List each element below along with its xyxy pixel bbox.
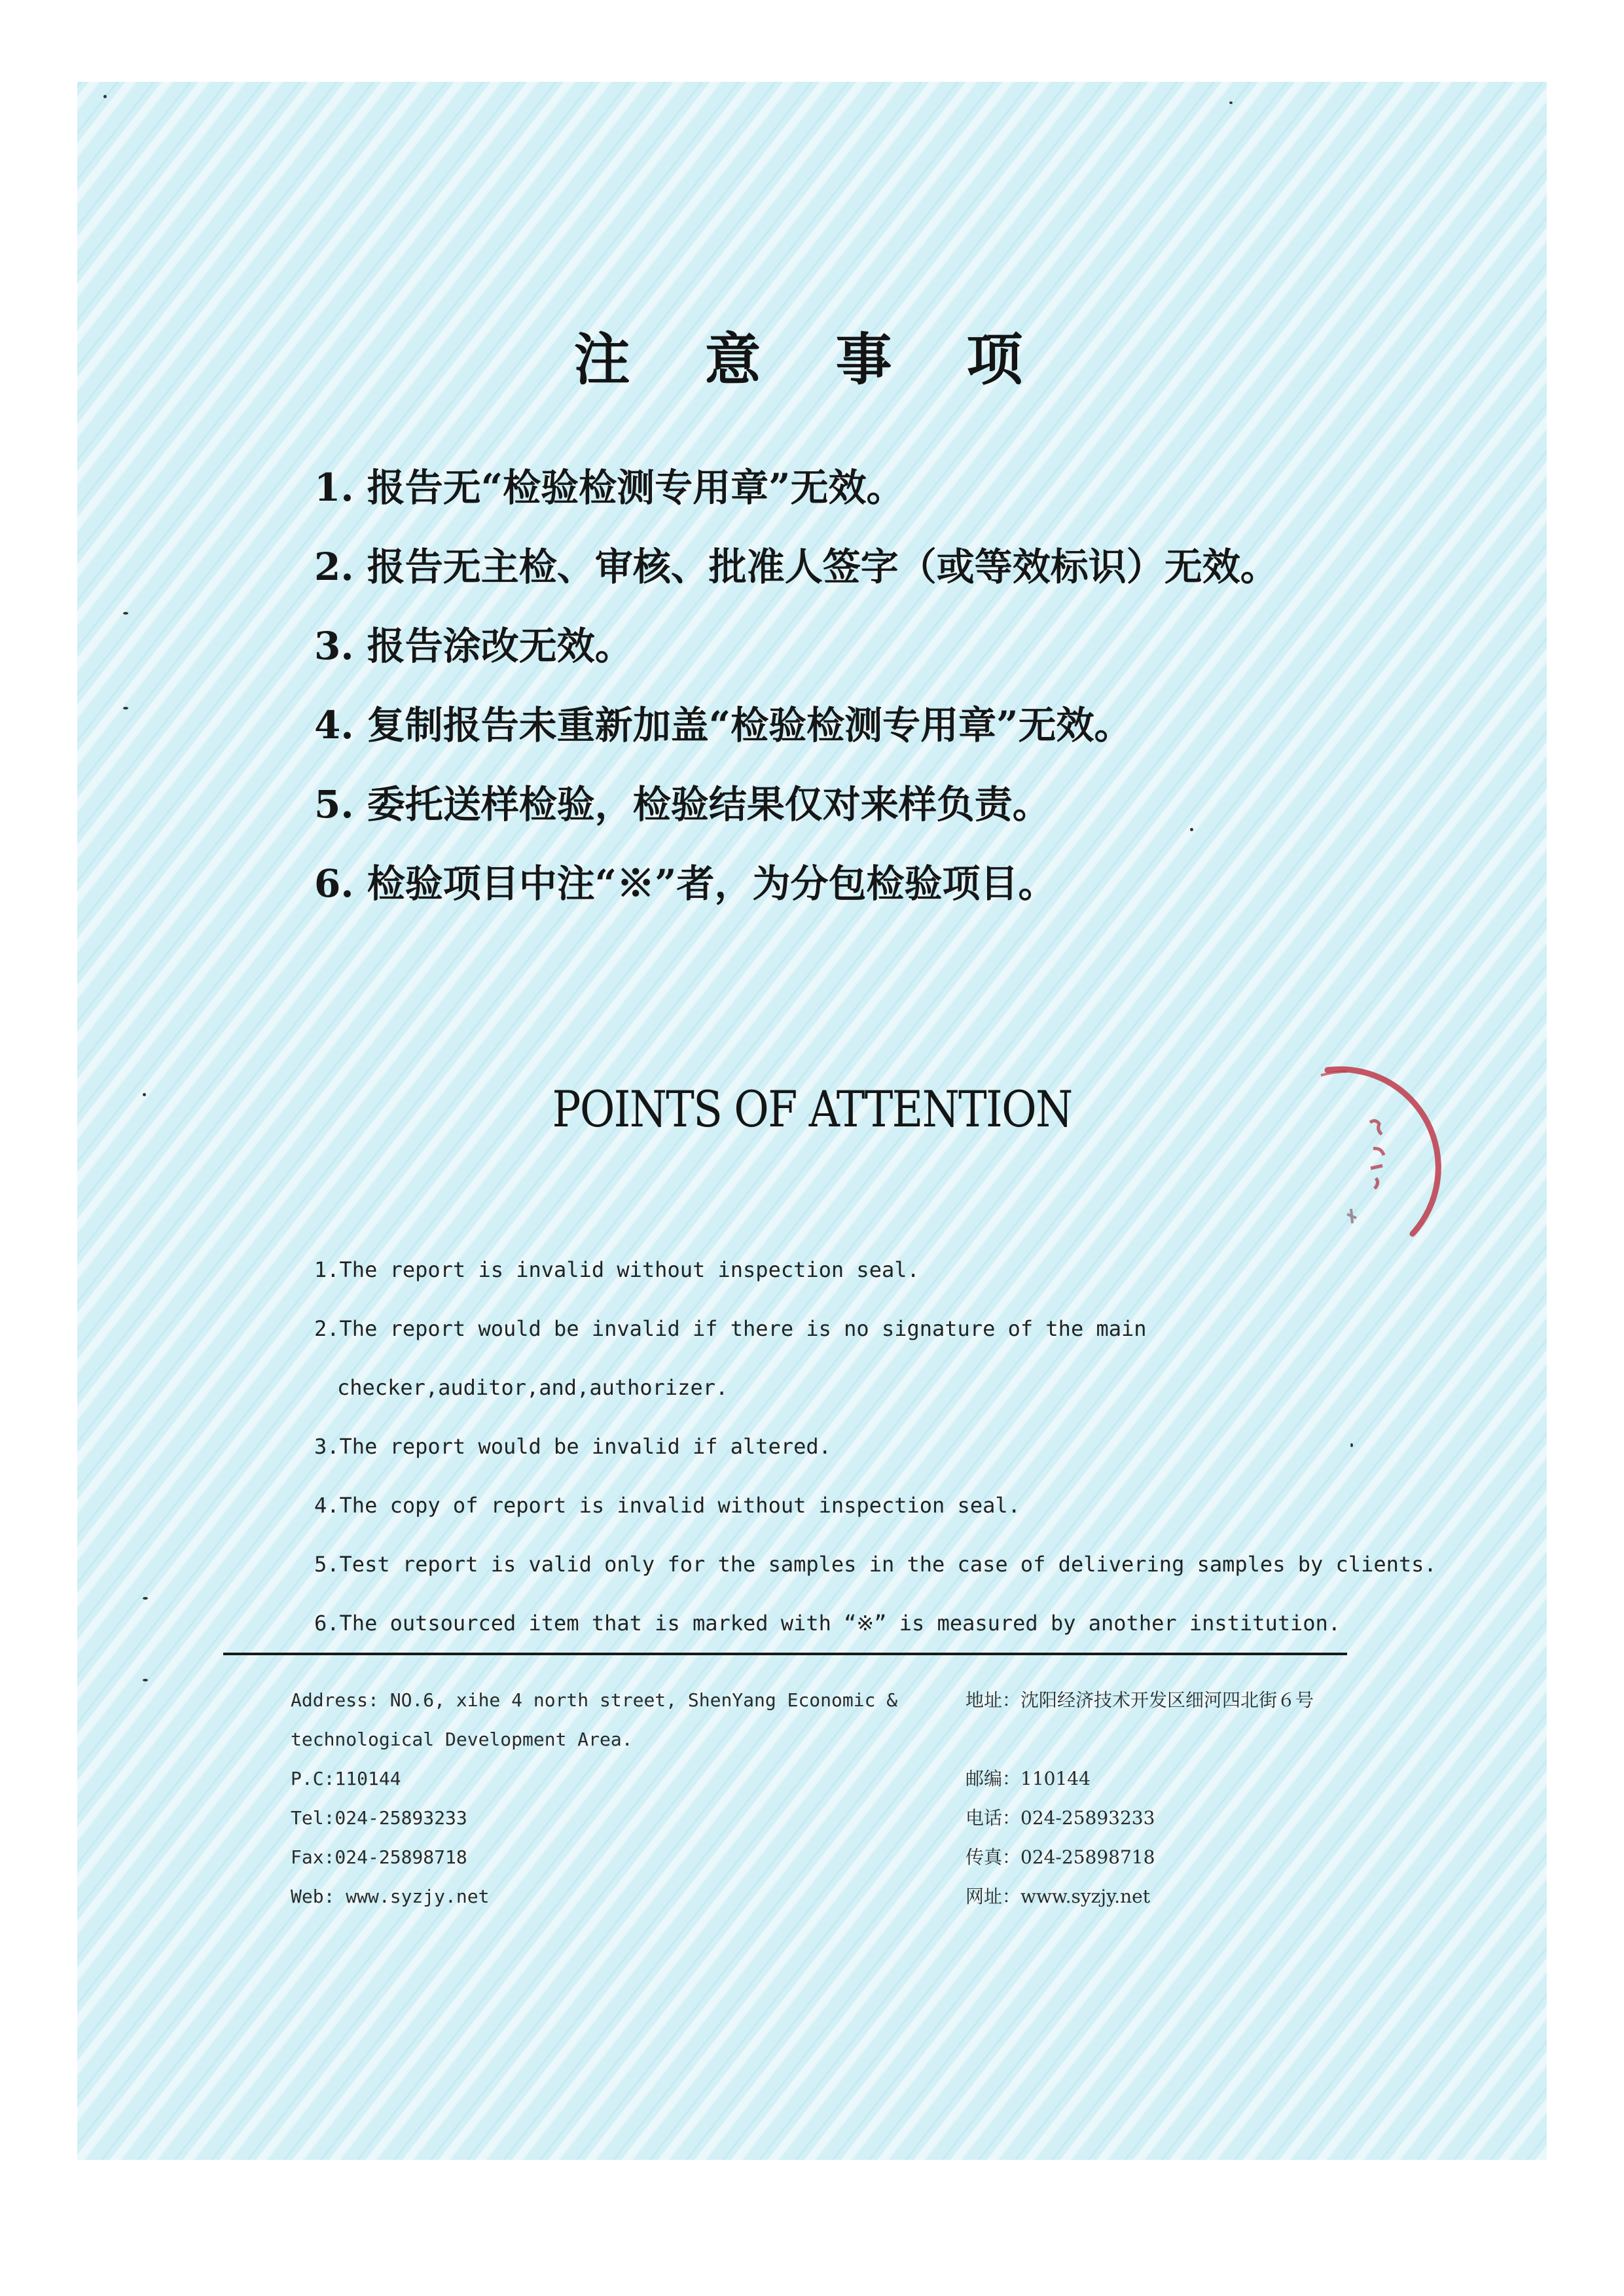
footer-fax: Fax:024-25898718 (291, 1846, 467, 1868)
scan-speck (1229, 101, 1233, 104)
footer-spacer (965, 1720, 1314, 1759)
notice-item-en-continuation: checker,auditor,and,authorizer. (337, 1375, 729, 1400)
footer-fax-cn: 传真：024-25898718 (965, 1846, 1155, 1868)
footer-address-line: Address: NO.6, xihe 4 north street, ShenYang Economic & (291, 1689, 898, 1711)
notice-item-cn: 2. 报告无主检、审核、批准人签字（或等效标识）无效。 (314, 545, 1278, 589)
footer-contact-chinese (965, 1681, 1314, 1916)
footer-website-cn: 网址：www.syzjy.net (965, 1886, 1150, 1907)
footer-address-line: technological Development Area. (291, 1729, 633, 1750)
footer-telephone: Tel:024-25893233 (291, 1807, 467, 1829)
notice-list-english (314, 1240, 1437, 1653)
footer-address-cn: 地址：沈阳经济技术开发区细河四北街６号 (965, 1689, 1314, 1711)
scan-speck (143, 1093, 146, 1096)
notice-item-cn: 5. 委托送样检验，检验结果仅对来样负责。 (314, 782, 1051, 827)
notice-item-en: 4.The copy of report is invalid without inspection seal. (314, 1493, 1020, 1518)
footer-postcode-cn: 邮编：110144 (965, 1768, 1091, 1789)
notice-title-english: POINTS OF ATTENTION (552, 1080, 1072, 1138)
notice-item-en: 5.Test report is valid only for the samples in the case of delivering samples by clients. (314, 1552, 1437, 1577)
notice-title-chinese: 注 意 事 项 (573, 327, 1051, 393)
partial-red-seal-stamp (1308, 1057, 1517, 1266)
notice-item-en: 6.The outsourced item that is marked with “※” is measured by another institution. (314, 1611, 1341, 1636)
notice-item-cn: 3. 报告涂改无效。 (314, 624, 633, 668)
scan-speck (103, 95, 107, 98)
scan-speck (123, 612, 128, 615)
footer-postcode: P.C:110144 (291, 1768, 401, 1789)
footer-telephone-cn: 电话：024-25893233 (965, 1807, 1155, 1829)
notice-item-cn: 1. 报告无“检验检测专用章”无效。 (314, 465, 905, 510)
footer-website: Web: www.syzjy.net (291, 1886, 490, 1907)
scan-speck (143, 1597, 148, 1600)
notice-item-en: 2.The report would be invalid if there is no signature of the main (314, 1316, 1147, 1341)
notice-list-chinese (314, 448, 1278, 924)
security-paper-sheet (77, 82, 1547, 2160)
scan-speck (123, 707, 128, 709)
notice-item-en: 1.The report is invalid without inspection seal. (314, 1257, 920, 1282)
notice-item-cn: 4. 复制报告未重新加盖“检验检测专用章”无效。 (314, 703, 1132, 747)
scan-speck (1190, 828, 1193, 831)
scan-speck (143, 1679, 148, 1681)
footer-divider (223, 1653, 1347, 1655)
notice-item-en: 3.The report would be invalid if altered. (314, 1434, 831, 1459)
notice-item-cn: 6. 检验项目中注“※”者，为分包检验项目。 (314, 861, 1056, 906)
scan-speck (1350, 1443, 1353, 1447)
footer-contact-english (291, 1681, 897, 1916)
